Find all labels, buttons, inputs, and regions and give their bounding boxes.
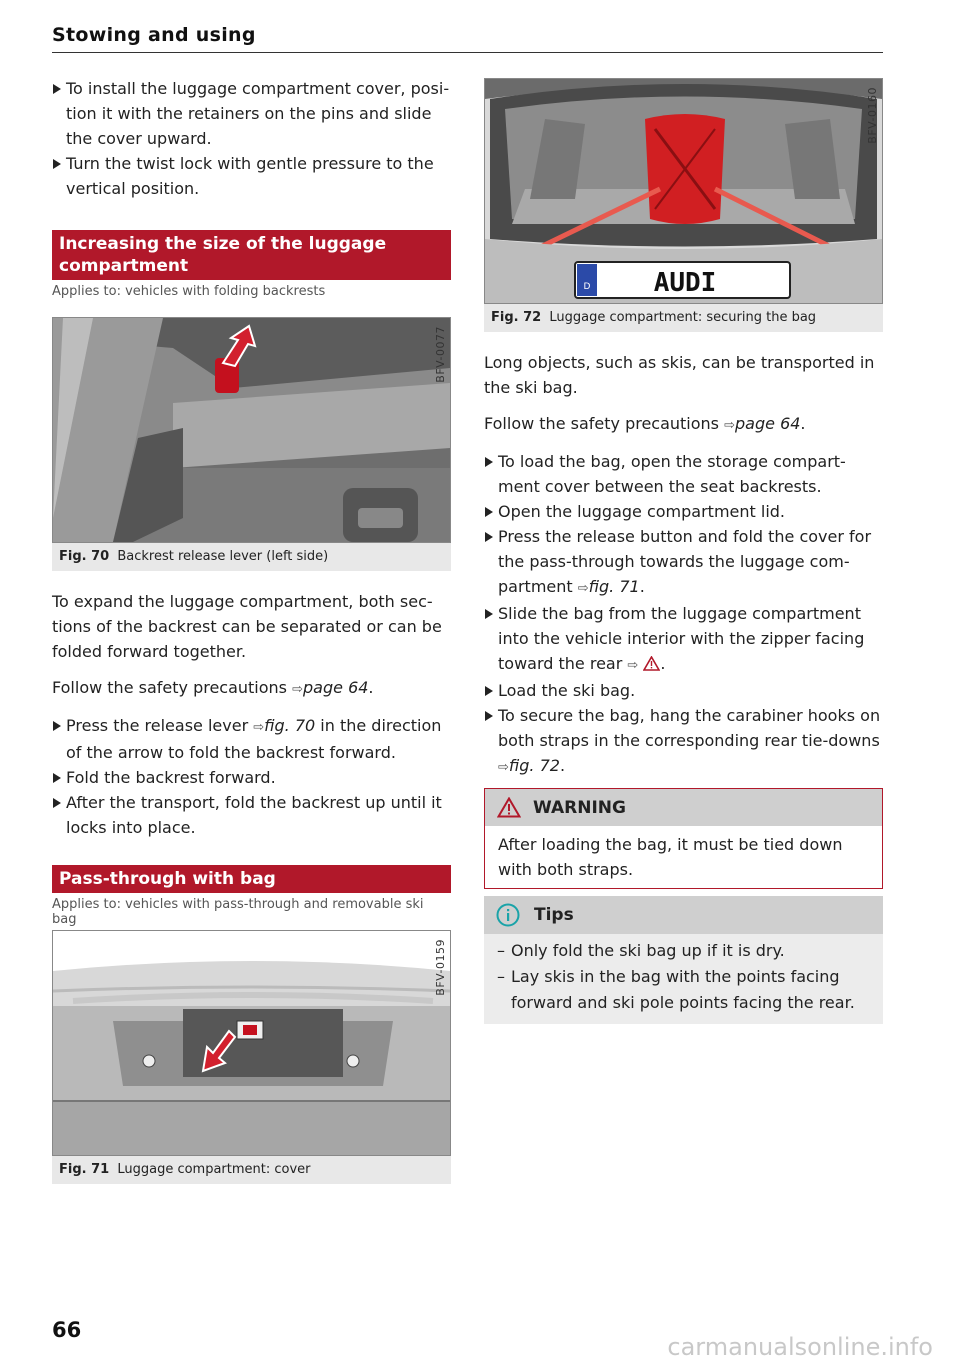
cover-illustration — [53, 931, 450, 1155]
section-heading: Increasing the size of the luggage compartment — [52, 230, 451, 280]
figure-reference-link[interactable]: fig. 72 — [508, 756, 560, 775]
list-item: Press the release button and fold the cover for the pass-through towards the luggage com-partment ⇨fig. 71. — [484, 524, 883, 601]
pass-through-body — [484, 350, 883, 780]
bullet-text: Press the release lever — [66, 716, 249, 735]
watermark: carmanualsonline.info — [667, 1333, 933, 1361]
figure-caption — [484, 304, 883, 332]
list-item: Open the luggage compartment lid. — [484, 499, 883, 524]
backrest-illustration — [53, 318, 450, 542]
bullet-text: in the direction of the arrow to fold the backrest forward. — [66, 716, 442, 762]
list-item: To install the luggage compartment cover, posi-tion it with the retainers on the pins and slide the cover upward. — [52, 76, 451, 151]
figure-arrow-icon: ⇨ — [253, 720, 265, 735]
figure-caption-text: Luggage compartment: securing the bag — [549, 310, 817, 325]
figure-reference-link[interactable]: fig. 70 — [264, 716, 316, 735]
applies-to-note: Applies to: vehicles with folding backrests — [52, 284, 326, 299]
bullet-text: To secure the bag, hang the carabiner hooks on both straps in the corresponding rear tie-downs — [498, 706, 881, 750]
figure-code: BFV-0077 — [434, 326, 447, 383]
page-arrow-icon: ⇨ — [724, 418, 736, 433]
tip-text: Only fold the ski bag up if it is dry. — [511, 941, 785, 960]
ski-bag-illustration — [485, 79, 882, 303]
section-increasing-size — [52, 230, 451, 299]
figure-code: BFV-0160 — [866, 87, 879, 144]
applies-to-note: Applies to: vehicles with pass-through and removable ski bag — [52, 897, 424, 927]
tips-title: Tips — [534, 905, 574, 925]
paragraph: Long objects, such as skis, can be transported in the ski bag. — [484, 353, 875, 397]
safety-text: Follow the safety precautions — [484, 414, 720, 433]
bullet-text: Slide the bag from the luggage compartment into the vehicle interior with the zipper facing toward the rear — [498, 604, 865, 673]
info-icon — [496, 903, 520, 927]
figure-71 — [52, 930, 451, 1184]
figure-image — [52, 317, 451, 543]
figure-image — [52, 930, 451, 1156]
page-reference-link[interactable]: page 64 — [735, 414, 801, 433]
figure-image — [484, 78, 883, 304]
warning-arrow-icon: ⇨ — [627, 658, 639, 673]
list-item: – Only fold the ski bag up if it is dry. — [497, 941, 785, 960]
warning-triangle-icon — [497, 797, 521, 818]
figure-caption-text: Luggage compartment: cover — [117, 1162, 311, 1177]
list-item: To load the bag, open the storage compart-ment cover between the seat backrests. — [484, 449, 883, 499]
list-item: Turn the twist lock with gentle pressure to the vertical position. — [52, 151, 451, 201]
section-pass-through — [52, 865, 451, 927]
list-item: – Lay skis in the bag with the points facing forward and ski pole points facing the rear. — [497, 967, 855, 1012]
header-rule — [52, 52, 883, 53]
figure-arrow-icon: ⇨ — [498, 760, 509, 775]
safety-text: Follow the safety precautions — [52, 678, 288, 697]
list-item: Load the ski bag. — [484, 678, 883, 703]
safety-paragraph: Follow the safety precautions ⇨page 64. — [52, 678, 374, 697]
tip-text: Lay skis in the bag with the points facing forward and ski pole points facing the rear. — [511, 967, 855, 1012]
tips-header — [484, 896, 883, 934]
license-plate-text: AUDI — [653, 268, 717, 298]
figure-label: Fig. 71 — [59, 1162, 110, 1177]
warning-triangle-icon[interactable] — [643, 656, 660, 671]
page-arrow-icon: ⇨ — [292, 682, 304, 697]
page-header-title: Stowing and using — [52, 24, 256, 46]
figure-label: Fig. 70 — [59, 549, 110, 564]
safety-paragraph: Follow the safety precautions ⇨page 64. — [484, 414, 806, 433]
figure-caption-text: Backrest release lever (left side) — [117, 549, 329, 564]
list-item: After the transport, fold the backrest up until it locks into place. — [52, 790, 451, 840]
figure-reference-link[interactable]: fig. 71 — [588, 577, 640, 596]
paragraph: To expand the luggage compartment, both sec-tions of the backrest can be separated or can be folded forward together. — [52, 592, 442, 661]
list-item — [52, 713, 451, 765]
section-heading: Pass-through with bag — [52, 865, 451, 893]
page-number: 66 — [52, 1318, 82, 1342]
bullet-text: Press the release button and fold the cover for the pass-through towards the luggage com-partment — [498, 527, 872, 596]
figure-code: BFV-0159 — [434, 939, 447, 996]
plate-country: D — [583, 282, 591, 292]
tips-body — [484, 934, 883, 1024]
tips-box — [484, 896, 883, 1024]
list-item: Fold the backrest forward. — [52, 765, 451, 790]
list-item: Slide the bag from the luggage compartment into the vehicle interior with the zipper facing toward the rear ⇨ . — [484, 601, 883, 678]
figure-72 — [484, 78, 883, 332]
warning-header — [485, 789, 882, 826]
warning-body: After loading the bag, it must be tied down with both straps. — [498, 835, 843, 879]
warning-box — [484, 788, 883, 889]
figure-arrow-icon: ⇨ — [577, 581, 589, 596]
intro-bullets — [52, 76, 451, 201]
list-item: To secure the bag, hang the carabiner hooks on both straps in the corresponding rear tie-downs ⇨fig. 72. — [484, 703, 883, 780]
figure-70 — [52, 317, 451, 571]
page-reference-link[interactable]: page 64 — [303, 678, 369, 697]
figure-caption — [52, 1156, 451, 1184]
figure-label: Fig. 72 — [491, 310, 542, 325]
warning-title: WARNING — [533, 797, 626, 818]
figure-caption — [52, 543, 451, 571]
section1-body — [52, 589, 451, 840]
